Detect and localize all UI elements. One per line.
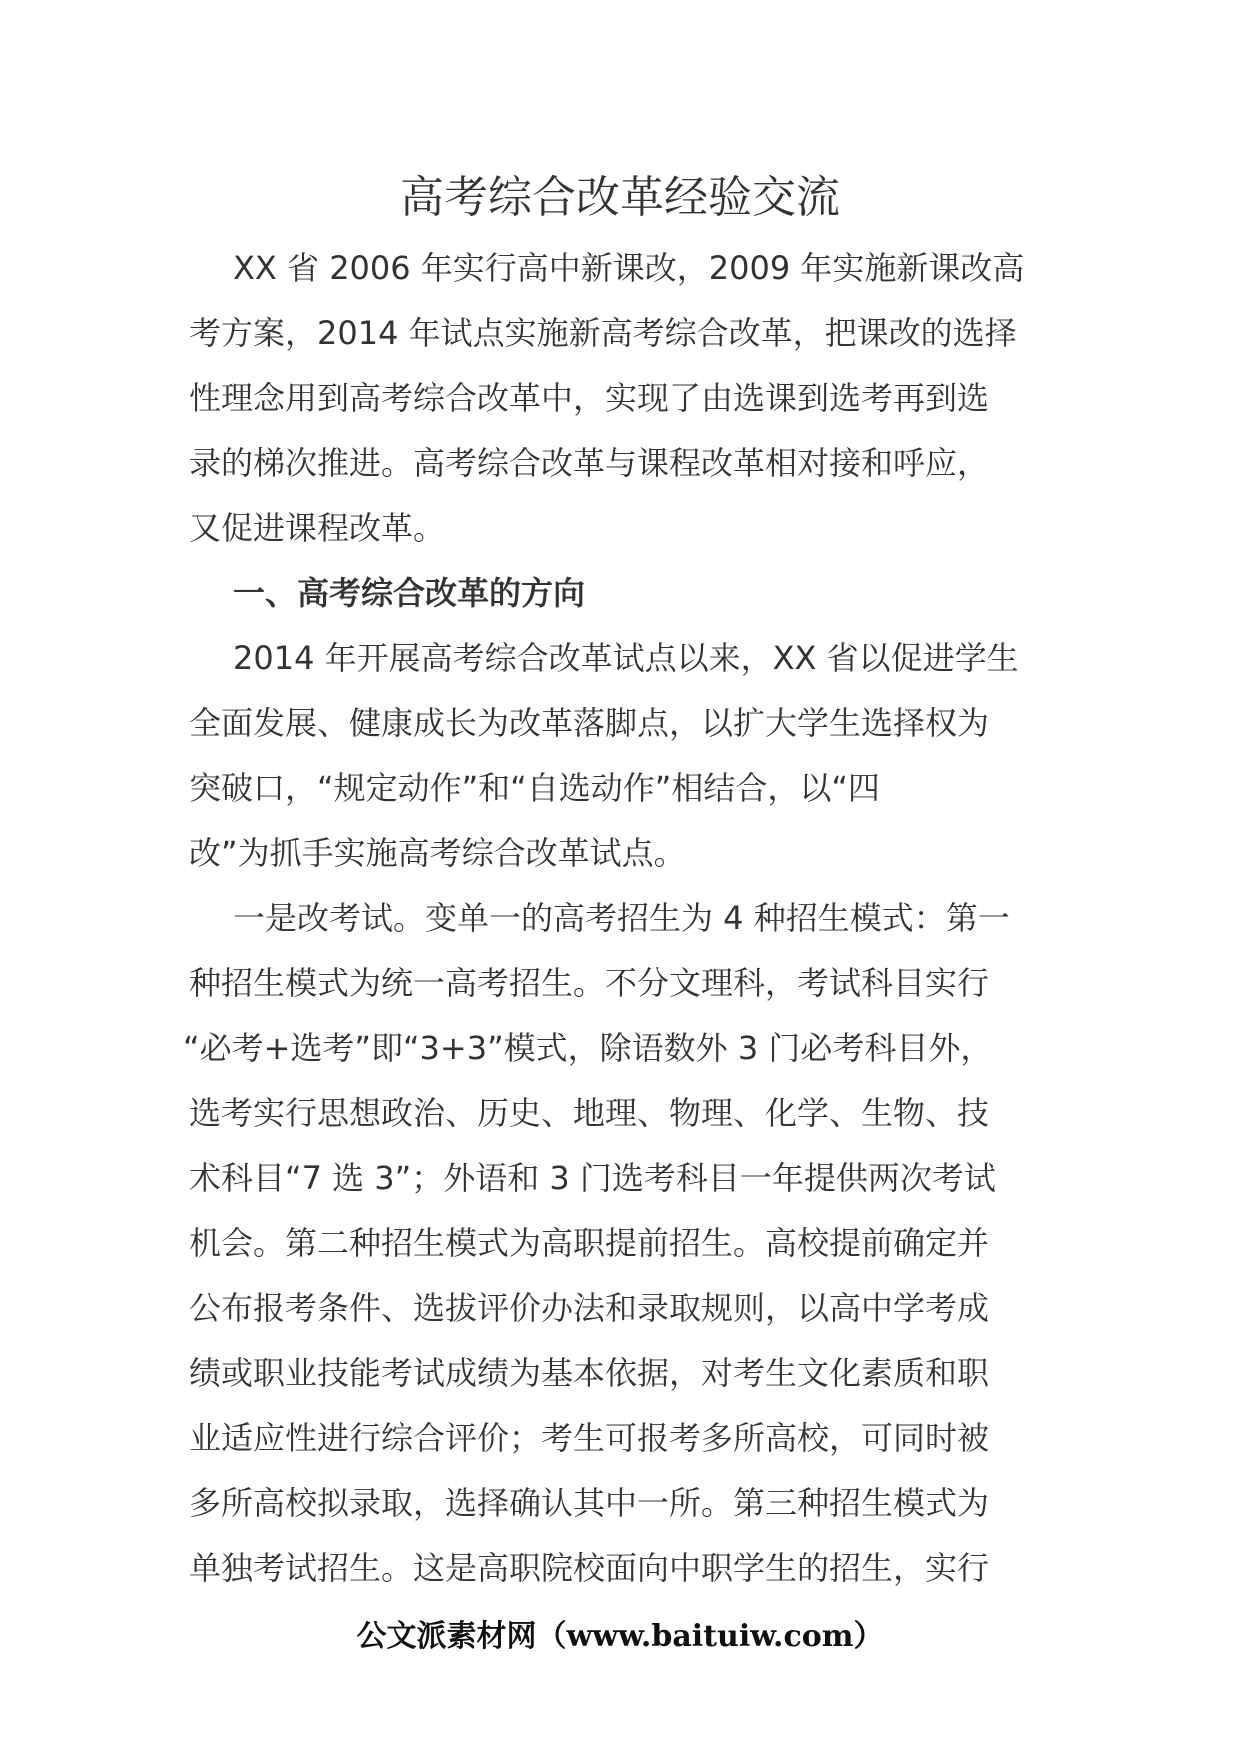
paragraph-line: 单独考试招生。这是高职院校面向中职学生的招生，实行 [189, 1549, 990, 1587]
document-body [183, 236, 1059, 1601]
section-heading: 一、高考综合改革的方向 [233, 574, 586, 612]
paragraph-line: 一是改考试。变单一的高考招生为 4 种招生模式：第一 [233, 899, 1010, 937]
paragraph-line: “必考+选考”即“3+3”模式，除语数外 3 门必考科目外， [183, 1029, 993, 1067]
paragraph-line: 全面发展、健康成长为改革落脚点，以扩大学生选择权为 [189, 704, 990, 742]
paragraph-line: 性理念用到高考综合改革中，实现了由选课到选考再到选 [189, 379, 990, 417]
paragraph-line: 机会。第二种招生模式为高职提前招生。高校提前确定并 [189, 1224, 990, 1262]
paragraph-line: 业适应性进行综合评价；考生可报考多所高校，可同时被 [189, 1419, 990, 1457]
paragraph-line: 又促进课程改革。 [189, 509, 446, 547]
paragraph-line: 绩或职业技能考试成绩为基本依据，对考生文化素质和职 [189, 1354, 990, 1392]
paragraph-line: 选考实行思想政治、历史、地理、物理、化学、生物、技 [189, 1094, 990, 1132]
document-title: 高考综合改革经验交流 [400, 172, 840, 223]
paragraph-line: 改”为抓手实施高考综合改革试点。 [189, 834, 686, 872]
paragraph-line: 考方案，2014 年试点实施新高考综合改革，把课改的选择 [189, 314, 1017, 352]
paragraph-line: 突破口，“规定动作”和“自选动作”相结合，以“四 [189, 769, 880, 807]
paragraph-line: XX 省 2006 年实行高中新课改，2009 年实施新课改高 [233, 249, 1025, 287]
paragraph-line: 种招生模式为统一高考招生。不分文理科，考试科目实行 [189, 964, 990, 1002]
paragraph-line: 公布报考条件、选拔评价办法和录取规则，以高中学考成 [189, 1289, 990, 1327]
paragraph-line: 录的梯次推进。高考综合改革与课程改革相对接和呼应， [189, 444, 990, 482]
paragraph-line: 术科目“7 选 3”；外语和 3 门选考科目一年提供两次考试 [189, 1159, 996, 1197]
paragraph-line: 多所高校拟录取，选择确认其中一所。第三种招生模式为 [189, 1484, 990, 1522]
footer-watermark: 公文派素材网（www.baituiw.com） [356, 1619, 884, 1654]
paragraph-line: 2014 年开展高考综合改革试点以来，XX 省以促进学生 [233, 639, 1019, 677]
